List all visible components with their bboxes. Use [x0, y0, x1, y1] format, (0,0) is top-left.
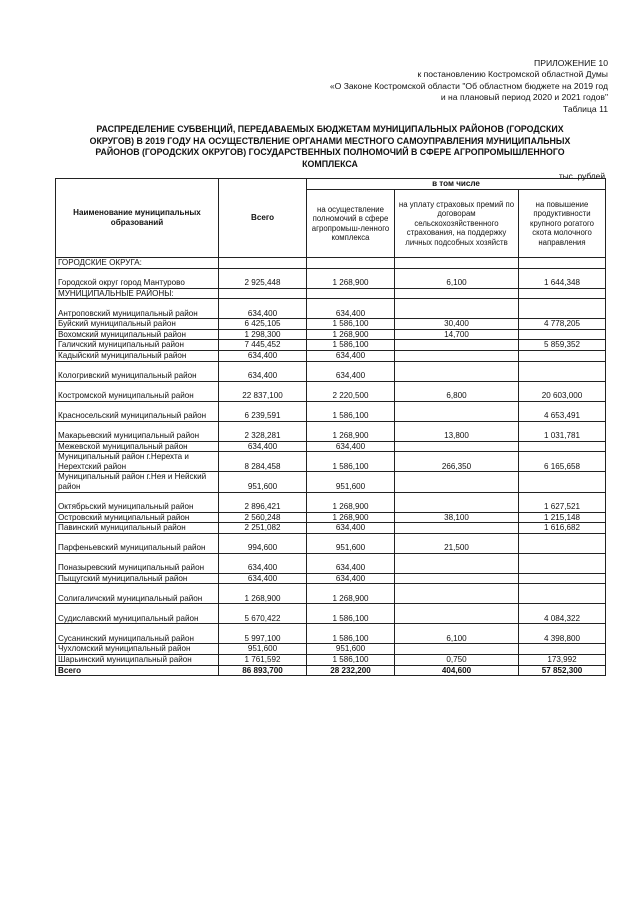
- row-insurance: [395, 472, 519, 492]
- header-total: Всего: [219, 179, 307, 258]
- section-urban-districts-empty-cell: [519, 258, 606, 269]
- row-agro: 1 268,900: [307, 584, 395, 604]
- table-row: [56, 350, 606, 361]
- row-cattle: [519, 533, 606, 553]
- appendix-reference-line-1: к постановлению Костромской областной Думы: [417, 69, 608, 80]
- section-urban-districts: [56, 258, 606, 269]
- row-agro: 634,400: [307, 441, 395, 452]
- total-insurance: 404,600: [395, 665, 519, 676]
- section-urban-districts-empty-cell: [307, 258, 395, 269]
- row-total: 634,400: [219, 553, 307, 573]
- row-insurance: 14,700: [395, 329, 519, 340]
- section-municipal-districts-empty-cell: [307, 288, 395, 299]
- row-agro: 1 586,100: [307, 452, 395, 472]
- row-agro: 2 220,500: [307, 381, 395, 401]
- table-row: [56, 401, 606, 421]
- table-body: [56, 258, 606, 676]
- row-agro: 1 586,100: [307, 401, 395, 421]
- row-agro: 1 268,900: [307, 268, 395, 288]
- row-insurance: 30,400: [395, 319, 519, 330]
- row-insurance: 6,800: [395, 381, 519, 401]
- row-insurance: 0,750: [395, 654, 519, 665]
- row-total: 2 560,248: [219, 512, 307, 523]
- row-name: Кологривский муниципальный район: [56, 361, 219, 381]
- row-total: 951,600: [219, 644, 307, 655]
- row-cattle: 4 653,491: [519, 401, 606, 421]
- row-name: Межевской муниципальный район: [56, 441, 219, 452]
- row-name: Галичский муниципальный район: [56, 340, 219, 351]
- row-name: Муниципальный район г.Нерехта и Нерехтский район: [56, 452, 219, 472]
- row-agro: 634,400: [307, 350, 395, 361]
- row-name: Кадыйский муниципальный район: [56, 350, 219, 361]
- row-name: Павинский муниципальный район: [56, 523, 219, 534]
- total-name: Всего: [56, 665, 219, 676]
- row-insurance: 13,800: [395, 421, 519, 441]
- row-agro: 634,400: [307, 299, 395, 319]
- row-agro: 1 586,100: [307, 624, 395, 644]
- table-row: [56, 268, 606, 288]
- row-cattle: 20 603,000: [519, 381, 606, 401]
- row-name: Пыщугский муниципальный район: [56, 573, 219, 584]
- row-insurance: [395, 573, 519, 584]
- row-name: Красносельский муниципальный район: [56, 401, 219, 421]
- table-row: [56, 512, 606, 523]
- row-agro: 634,400: [307, 573, 395, 584]
- row-cattle: 1 215,148: [519, 512, 606, 523]
- row-insurance: [395, 644, 519, 655]
- row-name: Октябрьский муниципальный район: [56, 492, 219, 512]
- row-insurance: [395, 523, 519, 534]
- row-total: 7 445,452: [219, 340, 307, 351]
- row-total: 5 997,100: [219, 624, 307, 644]
- row-cattle: [519, 553, 606, 573]
- table-row: [56, 624, 606, 644]
- row-name: Солигаличский муниципальный район: [56, 584, 219, 604]
- table-number: Таблица 11: [562, 103, 608, 114]
- row-agro: 1 268,900: [307, 421, 395, 441]
- row-cattle: [519, 299, 606, 319]
- row-total: 2 251,082: [219, 523, 307, 534]
- row-insurance: [395, 584, 519, 604]
- header-agro: на осуществление полномочий в сфере агропромыш-ленного комплекса: [307, 190, 395, 258]
- row-insurance: 21,500: [395, 533, 519, 553]
- row-total: 994,600: [219, 533, 307, 553]
- row-insurance: 6,100: [395, 624, 519, 644]
- row-total: 2 896,421: [219, 492, 307, 512]
- appendix-header: [330, 58, 608, 115]
- row-insurance: 38,100: [395, 512, 519, 523]
- table-row: [56, 533, 606, 553]
- row-name: Макарьевский муниципальный район: [56, 421, 219, 441]
- row-total: 1 268,900: [219, 584, 307, 604]
- row-cattle: 5 859,352: [519, 340, 606, 351]
- row-total: 634,400: [219, 350, 307, 361]
- section-municipal-districts-label: МУНИЦИПАЛЬНЫЕ РАЙОНЫ:: [56, 288, 219, 299]
- row-name: Островский муниципальный район: [56, 512, 219, 523]
- title-line-4: КОМПЛЕКСА: [302, 158, 358, 169]
- row-agro: 1 586,100: [307, 319, 395, 330]
- row-cattle: 1 616,682: [519, 523, 606, 534]
- row-agro: 951,600: [307, 472, 395, 492]
- table-row: [56, 441, 606, 452]
- total-row: [56, 665, 606, 676]
- table-row: [56, 654, 606, 665]
- unit-label: тыс. рублей: [558, 171, 605, 181]
- row-name: Вохомский муниципальный район: [56, 329, 219, 340]
- row-cattle: 1 031,781: [519, 421, 606, 441]
- title-line-2: ОКРУГОВ) В 2019 ГОДУ НА ОСУЩЕСТВЛЕНИЕ ОРГАНАМИ МЕСТНОГО САМОУПРАВЛЕНИЯ МУНИЦИПАЛЬНЫХ: [89, 135, 571, 146]
- table-row: [56, 340, 606, 351]
- section-municipal-districts-empty-cell: [395, 288, 519, 299]
- row-cattle: 173,992: [519, 654, 606, 665]
- row-insurance: [395, 299, 519, 319]
- row-agro: 1 268,900: [307, 329, 395, 340]
- table-row: [56, 381, 606, 401]
- row-name: Судиславский муниципальный район: [56, 604, 219, 624]
- row-name: Городской округ город Мантурово: [56, 268, 219, 288]
- row-agro: 1 268,900: [307, 492, 395, 512]
- table-row: [56, 573, 606, 584]
- row-name: Чухломский муниципальный район: [56, 644, 219, 655]
- total-cattle: 57 852,300: [519, 665, 606, 676]
- row-total: 6 239,591: [219, 401, 307, 421]
- row-agro: 634,400: [307, 553, 395, 573]
- section-urban-districts-label: ГОРОДСКИЕ ОКРУГА:: [56, 258, 219, 269]
- appendix-number: ПРИЛОЖЕНИЕ 10: [534, 58, 608, 68]
- row-total: 2 328,281: [219, 421, 307, 441]
- row-agro: 951,600: [307, 644, 395, 655]
- section-urban-districts-empty-cell: [219, 258, 307, 269]
- section-municipal-districts-empty-cell: [219, 288, 307, 299]
- document-title: [60, 124, 600, 170]
- table-row: [56, 492, 606, 512]
- row-total: 634,400: [219, 361, 307, 381]
- row-agro: 634,400: [307, 523, 395, 534]
- row-total: 634,400: [219, 573, 307, 584]
- row-total: 2 925,448: [219, 268, 307, 288]
- row-insurance: [395, 340, 519, 351]
- row-cattle: [519, 361, 606, 381]
- section-municipal-districts: [56, 288, 606, 299]
- row-name: Сусанинский муниципальный район: [56, 624, 219, 644]
- row-insurance: [395, 604, 519, 624]
- table-row: [56, 329, 606, 340]
- row-agro: 1 586,100: [307, 604, 395, 624]
- row-insurance: [395, 441, 519, 452]
- row-agro: 1 586,100: [307, 340, 395, 351]
- row-cattle: [519, 584, 606, 604]
- row-cattle: [519, 329, 606, 340]
- table-row: [56, 523, 606, 534]
- row-insurance: [395, 492, 519, 512]
- row-name: Шарьинский муниципальный район: [56, 654, 219, 665]
- table-row: [56, 553, 606, 573]
- header-cattle: на повышение продуктивности крупного рогатого скота молочного направления: [519, 190, 606, 258]
- row-cattle: [519, 350, 606, 361]
- row-cattle: [519, 644, 606, 655]
- row-agro: 634,400: [307, 361, 395, 381]
- row-total: 951,600: [219, 472, 307, 492]
- table-row: [56, 361, 606, 381]
- row-cattle: 6 165,658: [519, 452, 606, 472]
- row-insurance: [395, 401, 519, 421]
- row-insurance: 266,350: [395, 452, 519, 472]
- appendix-reference-line-3: и на плановый период 2020 и 2021 годов": [440, 92, 608, 103]
- row-cattle: [519, 472, 606, 492]
- table-row: [56, 319, 606, 330]
- header-including: в том числе: [307, 179, 606, 190]
- row-name: Антроповский муниципальный район: [56, 299, 219, 319]
- row-total: 1 761,592: [219, 654, 307, 665]
- row-total: 8 284,458: [219, 452, 307, 472]
- row-total: 6 425,105: [219, 319, 307, 330]
- row-insurance: [395, 553, 519, 573]
- row-agro: 951,600: [307, 533, 395, 553]
- row-cattle: 4 778,205: [519, 319, 606, 330]
- total-total: 86 893,700: [219, 665, 307, 676]
- row-cattle: 1 644,348: [519, 268, 606, 288]
- table-row: [56, 644, 606, 655]
- subsidy-table: [55, 178, 606, 676]
- appendix-reference-line-2: «О Законе Костромской области "Об областном бюджете на 2019 год: [329, 80, 608, 91]
- table-row: [56, 452, 606, 472]
- table-row: [56, 299, 606, 319]
- row-cattle: 4 398,800: [519, 624, 606, 644]
- row-total: 22 837,100: [219, 381, 307, 401]
- row-total: 634,400: [219, 299, 307, 319]
- row-agro: 1 268,900: [307, 512, 395, 523]
- row-insurance: [395, 350, 519, 361]
- row-name: Парфеньевский муниципальный район: [56, 533, 219, 553]
- total-agro: 28 232,200: [307, 665, 395, 676]
- row-insurance: 6,100: [395, 268, 519, 288]
- title-line-3: РАЙОНОВ (ГОРОДСКИХ ОКРУГОВ) ГОСУДАРСТВЕННЫХ ПОЛНОМОЧИЙ В СФЕРЕ АГРОПРОМЫШЛЕННОГО: [95, 147, 565, 158]
- row-total: 5 670,422: [219, 604, 307, 624]
- row-cattle: 1 627,521: [519, 492, 606, 512]
- row-name: Буйский муниципальный район: [56, 319, 219, 330]
- title-line-1: РАСПРЕДЕЛЕНИЕ СУБВЕНЦИЙ, ПЕРЕДАВАЕМЫХ БЮДЖЕТАМ МУНИЦИПАЛЬНЫХ РАЙОНОВ (ГОРОДСКИХ: [96, 124, 564, 134]
- row-total: 634,400: [219, 441, 307, 452]
- row-cattle: [519, 441, 606, 452]
- row-cattle: 4 084,322: [519, 604, 606, 624]
- header-name: Наименование муниципальных образований: [56, 179, 219, 258]
- row-name: Костромской муниципальный район: [56, 381, 219, 401]
- table-row: [56, 604, 606, 624]
- row-name: Поназыревский муниципальный район: [56, 553, 219, 573]
- table-row: [56, 421, 606, 441]
- table-row: [56, 584, 606, 604]
- table-row: [56, 472, 606, 492]
- row-cattle: [519, 573, 606, 584]
- section-municipal-districts-empty-cell: [519, 288, 606, 299]
- row-insurance: [395, 361, 519, 381]
- row-agro: 1 586,100: [307, 654, 395, 665]
- header-insurance: на уплату страховых премий по договорам сельскохозяйственного страхования, на поддержку личных подсобных хозяйств: [395, 190, 519, 258]
- section-urban-districts-empty-cell: [395, 258, 519, 269]
- row-name: Муниципальный район г.Нея и Нейский район: [56, 472, 219, 492]
- row-total: 1 298,300: [219, 329, 307, 340]
